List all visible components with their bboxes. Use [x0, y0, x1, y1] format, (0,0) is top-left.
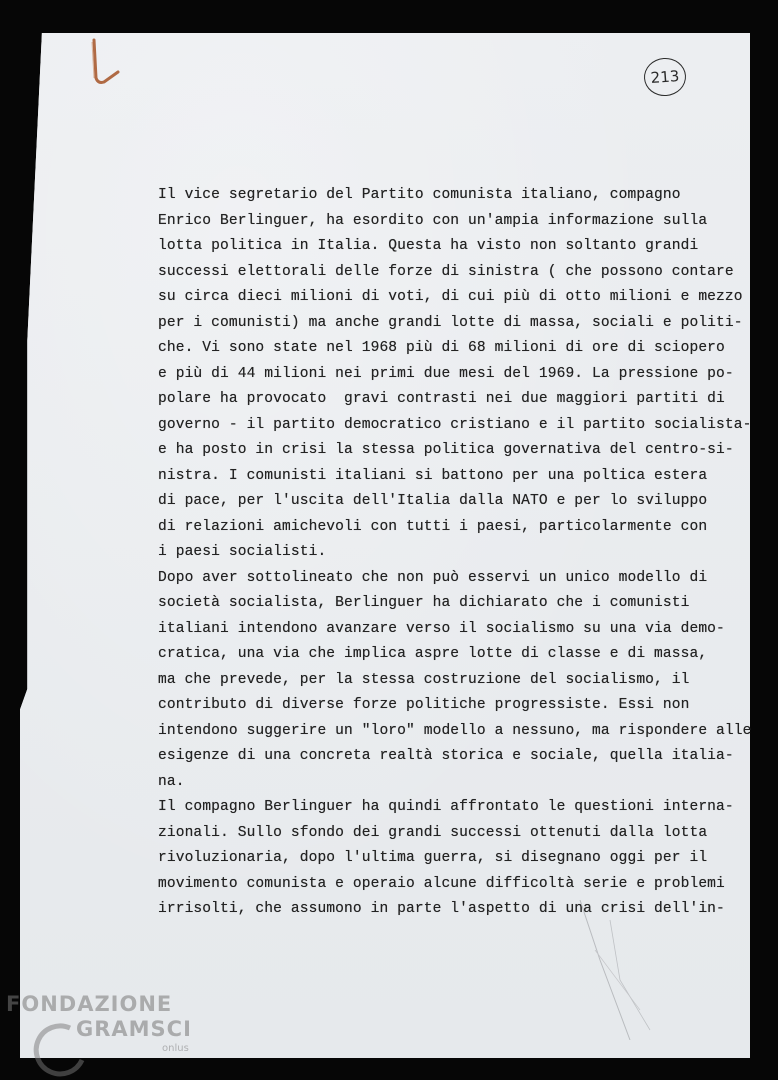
- watermark-subtitle: GRAMSCI: [76, 1017, 192, 1041]
- text-line: esigenze di una concreta realtà storica e sociale, quella italia-: [158, 748, 734, 764]
- text-line: Enrico Berlinguer, ha esordito con un'ampia informazione sulla: [158, 212, 708, 229]
- watermark: [6, 994, 192, 1054]
- text-line: i paesi socialisti.: [158, 544, 327, 560]
- text-line: lotta politica in Italia. Questa ha visto non soltanto grandi: [158, 238, 699, 254]
- staple-mark-icon: [90, 38, 124, 86]
- watermark-title: FONDAZIONE: [6, 992, 173, 1016]
- text-line: cratica, una via che implica aspre lotte di classe e di massa,: [158, 646, 708, 662]
- text-line: polare ha provocato gravi contrasti nei due maggiori partiti di: [158, 391, 725, 407]
- text-line: Dopo aver sottolineato che non può esservi un unico modello di: [158, 569, 708, 586]
- typed-body-text: [158, 183, 758, 923]
- paper-crease-mark: [560, 900, 690, 1040]
- text-line: intendono suggerire un "loro" modello a nessuno, ma rispondere alle: [158, 722, 752, 739]
- text-line: che. Vi sono state nel 1968 più di 68 milioni di ore di sciopero: [158, 340, 725, 356]
- text-line: e più di 44 milioni nei primi due mesi del 1969. La pressione po-: [158, 365, 734, 382]
- text-line: di pace, per l'uscita dell'Italia dalla NATO e per lo sviluppo: [158, 493, 708, 509]
- text-line: italiani intendono avanzare verso il socialismo su una via demo-: [158, 620, 725, 637]
- watermark-onlus: onlus: [162, 1043, 189, 1054]
- text-line: successi elettorali delle forze di sinistra ( che possono contare: [158, 263, 734, 280]
- text-line: e ha posto in crisi la stessa politica governativa del centro-si-: [158, 442, 734, 458]
- text-line: rivoluzionaria, dopo l'ultima guerra, si disegnano oggi per il: [158, 850, 708, 866]
- text-line: di relazioni amichevoli con tutti i paesi, particolarmente con: [158, 518, 708, 535]
- text-line: per i comunisti) ma anche grandi lotte di massa, sociali e politi-: [158, 314, 743, 331]
- text-line: governo - il partito democratico cristiano e il partito socialista-: [158, 416, 752, 433]
- text-line: na.: [158, 773, 185, 790]
- text-line: irrisolti, che assumono in parte l'aspetto di una crisi dell'in-: [158, 901, 725, 917]
- text-line: su circa dieci milioni di voti, di cui più di otto milioni e mezzo: [158, 289, 743, 305]
- text-line: Il vice segretario del Partito comunista italiano, compagno: [158, 187, 681, 203]
- text-line: contributo di diverse forze politiche progressiste. Essi non: [158, 697, 690, 713]
- text-line: zionali. Sullo sfondo dei grandi successi ottenuti dalla lotta: [158, 824, 708, 841]
- text-line: società socialista, Berlinguer ha dichiarato che i comunisti: [158, 595, 690, 611]
- text-line: nistra. I comunisti italiani si battono per una poltica estera: [158, 467, 708, 484]
- text-line: movimento comunista e operaio alcune difficoltà serie e problemi: [158, 875, 725, 892]
- page-number: 213: [643, 57, 688, 98]
- text-line: ma che prevede, per la stessa costruzione del socialismo, il: [158, 671, 690, 688]
- text-line: Il compagno Berlinguer ha quindi affrontato le questioni interna-: [158, 799, 734, 815]
